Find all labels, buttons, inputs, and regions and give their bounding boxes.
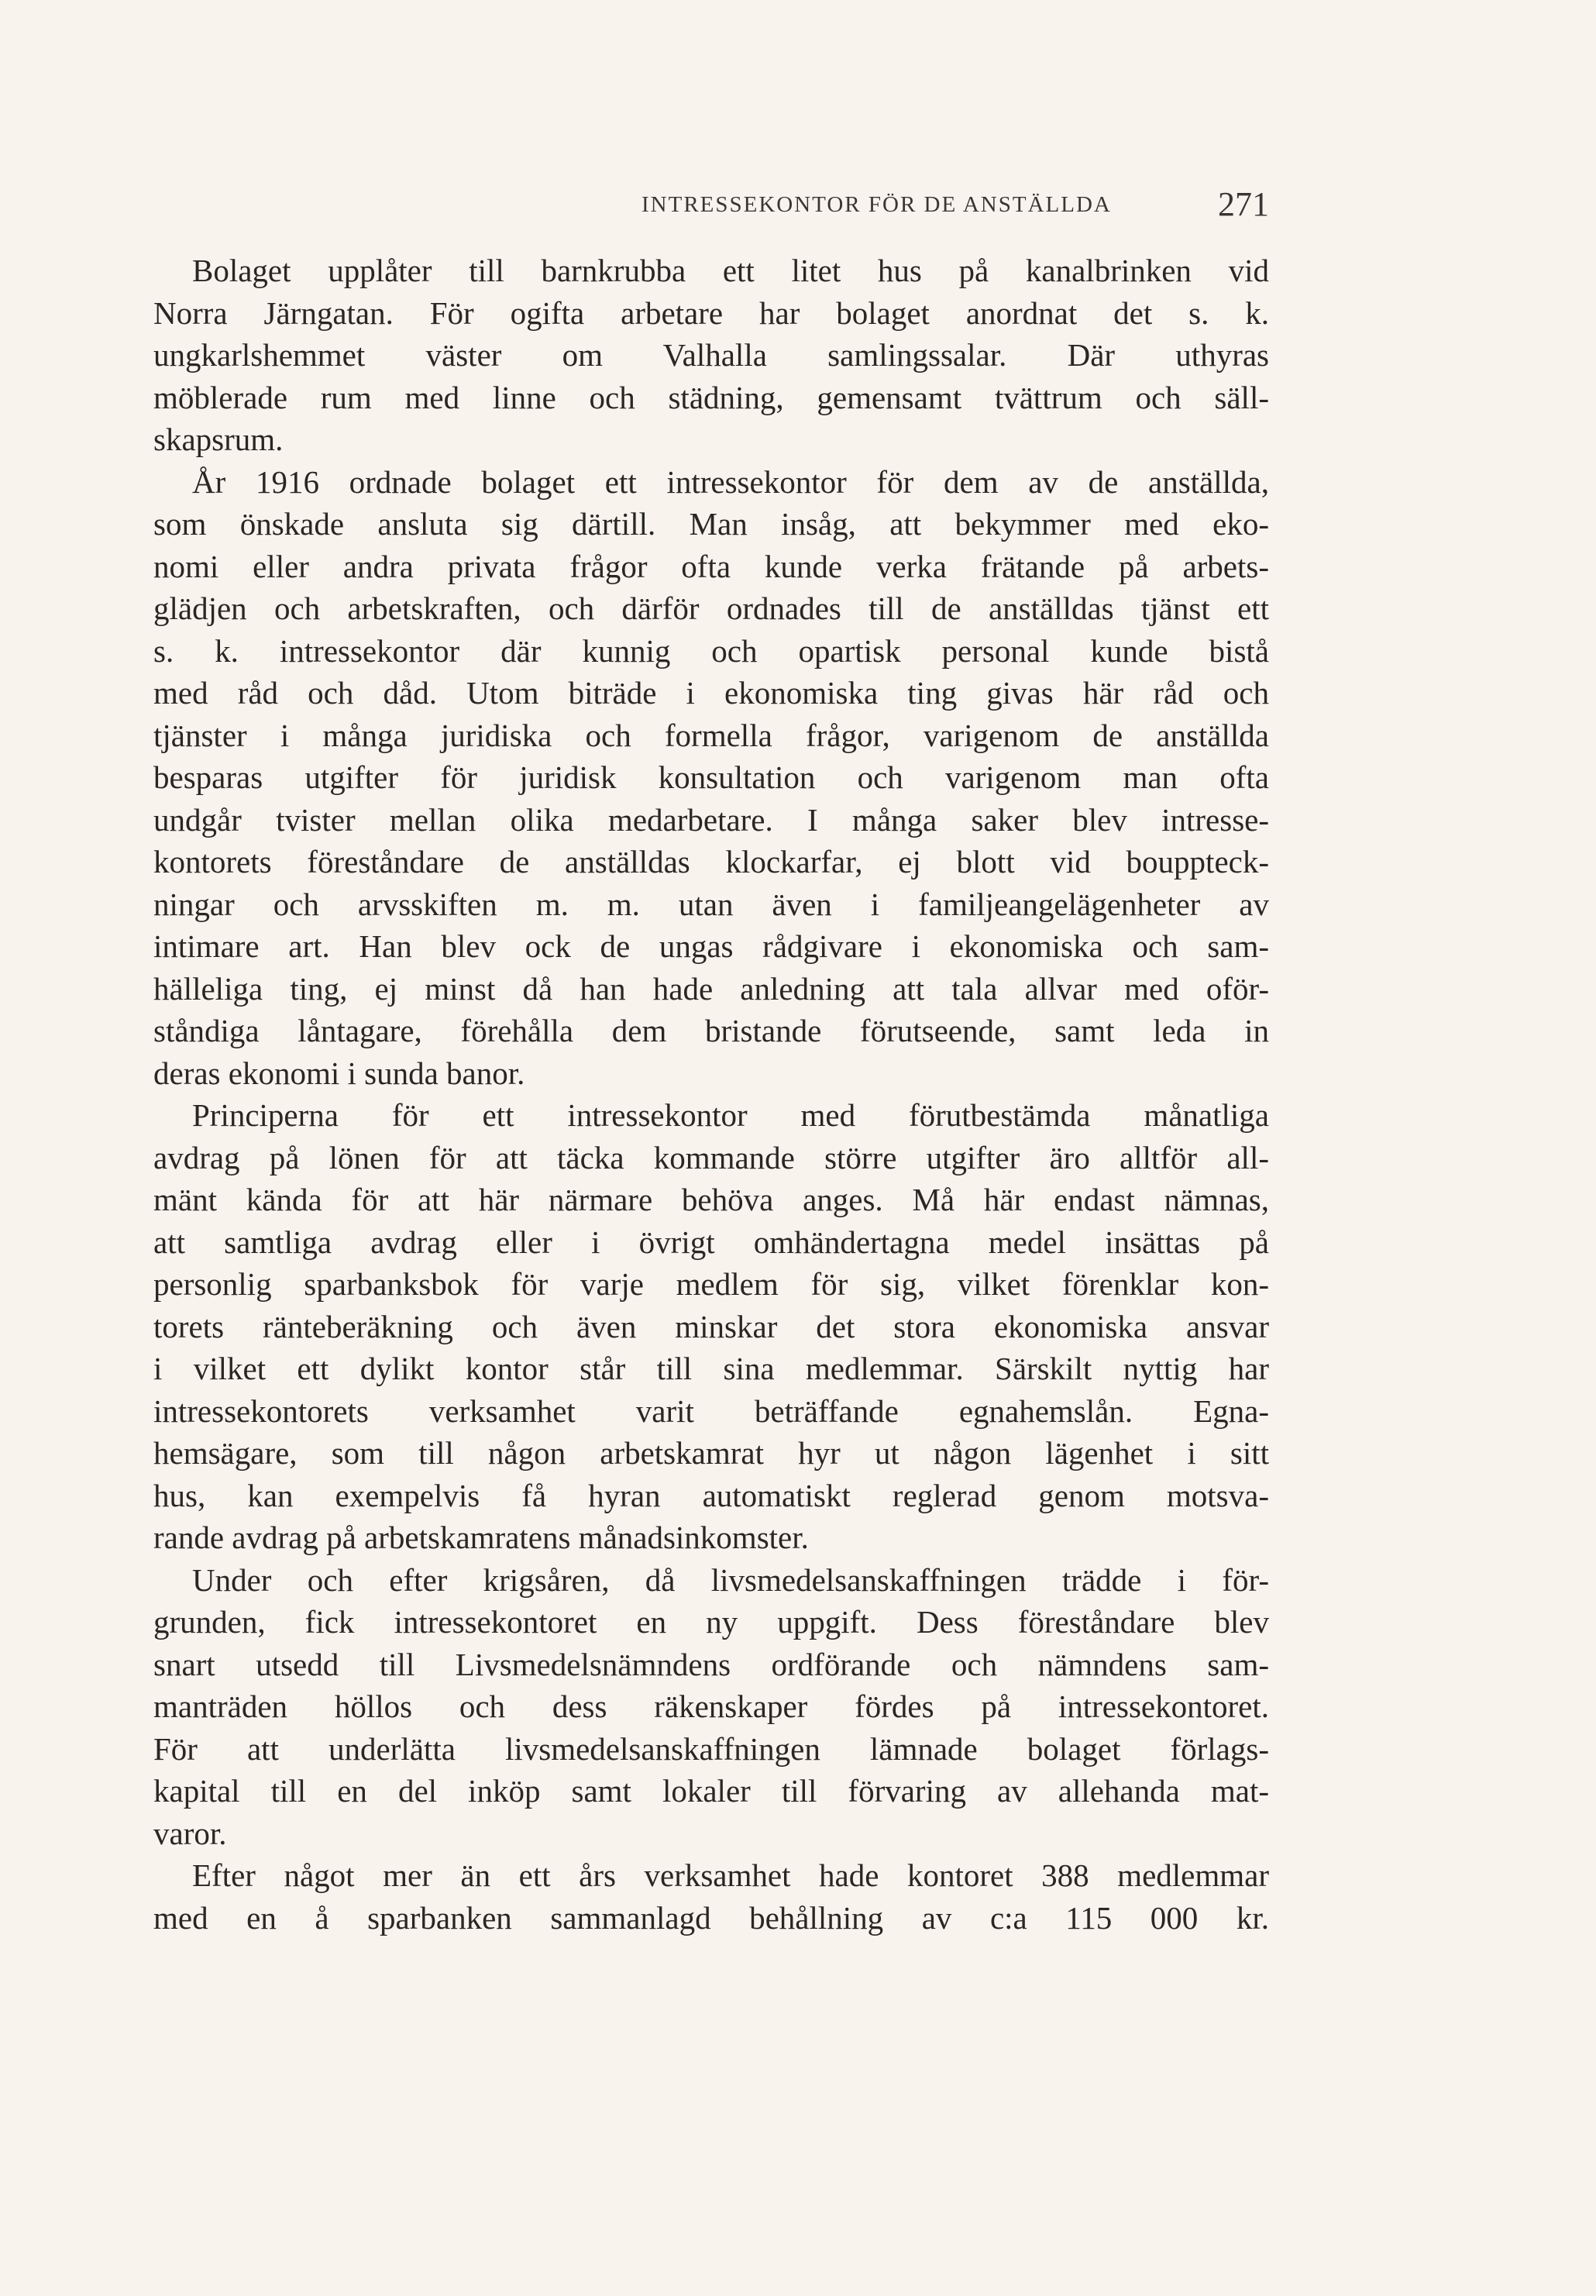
page-number: 271 bbox=[1218, 185, 1269, 223]
text-line: nomi eller andra privata frågor ofta kunde verka frätande på arbets- bbox=[153, 548, 1269, 584]
text-line: intressekontorets verksamhet varit beträffande egnahemslån. Egna- bbox=[153, 1392, 1269, 1429]
text-line: ståndiga låntagare, förehålla dem bristande förutseende, samt leda in bbox=[153, 1013, 1269, 1048]
text-line: kontorets föreståndare de anställdas klockarfar, ej blott vid bouppteck- bbox=[153, 844, 1269, 880]
text-line: i vilket ett dylikt kontor står till sina medlemmar. Särskilt nyttig har bbox=[153, 1351, 1269, 1386]
text-line: Under och efter krigsåren, då livsmedelsanskaffningen trädde i för- bbox=[192, 1561, 1269, 1598]
text-line: mänt kända för att här närmare behöva anges. Må här endast nämnas, bbox=[153, 1182, 1269, 1217]
text-line: rande avdrag på arbetskamratens månadsinkomster. bbox=[153, 1520, 809, 1555]
text-line: med råd och dåd. Utom biträde i ekonomiska ting givas här råd och bbox=[153, 675, 1269, 711]
text-line: hälleliga ting, ej minst då han hade anledning att tala allvar med oför- bbox=[153, 970, 1269, 1007]
text-line: grunden, fick intressekontoret en ny uppgift. Dess föreståndare blev bbox=[153, 1604, 1269, 1640]
body-text bbox=[153, 250, 1269, 1939]
text-line: besparas utgifter för juridisk konsultation och varigenom man ofta bbox=[153, 759, 1269, 795]
text-line: År 1916 ordnade bolaget ett intressekontor för dem av de anställda, bbox=[192, 463, 1269, 500]
text-line: deras ekonomi i sunda banor. bbox=[153, 1055, 525, 1091]
text-line: personlig sparbanksbok för varje medlem för sig, vilket förenklar kon- bbox=[153, 1266, 1269, 1302]
text-line: varor. bbox=[153, 1815, 227, 1851]
running-title: INTRESSEKONTOR FÖR DE ANSTÄLLDA bbox=[641, 192, 1112, 217]
text-line: att samtliga avdrag eller i övrigt omhändertagna medel insättas på bbox=[153, 1224, 1269, 1260]
text-line: med en å sparbanken sammanlagd behållning av c:a 115 000 kr. bbox=[153, 1899, 1269, 1936]
text-line: avdrag på lönen för att täcka kommande större utgifter äro alltför all- bbox=[153, 1139, 1269, 1176]
text-line: s. k. intressekontor där kunnig och opartisk personal kunde bistå bbox=[153, 632, 1269, 669]
text-line: hemsägare, som till någon arbetskamrat hyr ut någon lägenhet i sitt bbox=[153, 1435, 1269, 1471]
text-line: ungkarlshemmet väster om Valhalla samlingssalar. Där uthyras bbox=[153, 337, 1269, 373]
text-line: möblerade rum med linne och städning, gemensamt tvättrum och säll- bbox=[153, 379, 1269, 415]
text-line: tjänster i många juridiska och formella frågor, varigenom de anställda bbox=[153, 717, 1269, 753]
text-line: hus, kan exempelvis få hyran automatiskt reglerad genom motsva- bbox=[153, 1477, 1269, 1513]
text-line: Norra Järngatan. För ogifta arbetare har bolaget anordnat det s. k. bbox=[153, 294, 1269, 331]
text-line: skapsrum. bbox=[153, 422, 284, 457]
text-line: intimare art. Han blev ock de ungas rådgivare i ekonomiska och sam- bbox=[153, 928, 1269, 964]
page-header bbox=[153, 184, 1269, 231]
text-line: ningar och arvsskiften m. m. utan även i familjeangelägenheter av bbox=[153, 886, 1269, 922]
text-line: glädjen och arbetskraften, och därför ordnades till de anställdas tjänst ett bbox=[153, 590, 1269, 626]
text-line: Efter något mer än ett års verksamhet hade kontoret 388 medlemmar bbox=[192, 1857, 1269, 1893]
text-line: kapital till en del inköp samt lokaler till förvaring av allehanda mat- bbox=[153, 1773, 1269, 1809]
text-line: För att underlätta livsmedelsanskaffningen lämnade bolaget förlags- bbox=[153, 1730, 1269, 1767]
text-line: torets ränteberäkning och även minskar det stora ekonomiska ansvar bbox=[153, 1308, 1269, 1344]
text-line: Principerna för ett intressekontor med förutbestämda månatliga bbox=[192, 1097, 1269, 1133]
text-line: som önskade ansluta sig därtill. Man insåg, att bekymmer med eko- bbox=[153, 506, 1269, 542]
text-line: manträden höllos och dess räkenskaper fördes på intressekontoret. bbox=[153, 1688, 1269, 1724]
text-line: snart utsedd till Livsmedelsnämndens ordförande och nämndens sam- bbox=[153, 1646, 1269, 1682]
text-line: undgår tvister mellan olika medarbetare. I många saker blev intresse- bbox=[153, 801, 1269, 838]
text-line: Bolaget upplåter till barnkrubba ett litet hus på kanalbrinken vid bbox=[192, 253, 1269, 288]
